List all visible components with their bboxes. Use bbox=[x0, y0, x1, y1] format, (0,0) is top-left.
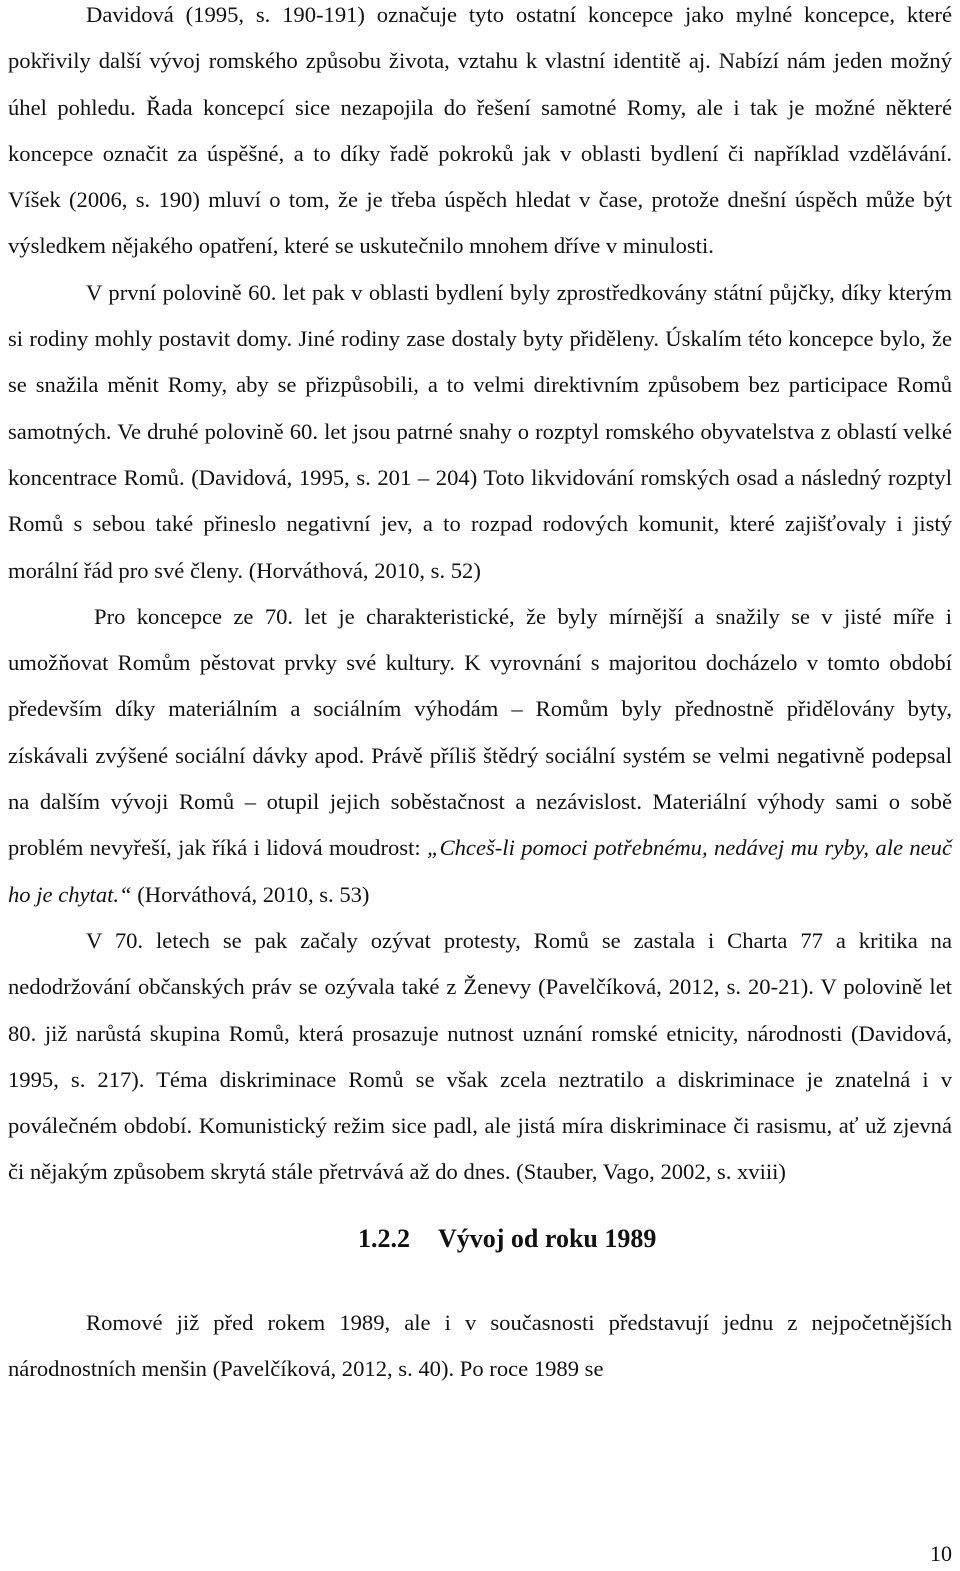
section-number: 1.2.2 bbox=[358, 1223, 410, 1253]
paragraph-3 bbox=[8, 594, 952, 918]
paragraph-3-citation: (Horváthová, 2010, s. 53) bbox=[131, 881, 370, 907]
paragraph-1: Davidová (1995, s. 190-191) označuje tyto ostatní koncepce jako mylné koncepce, které pokřivily další vývoj romského způsobu života, vztahu k vlastní identitě aj. Nabízí nám jeden možný úhel pohledu. Řada koncepcí sice nezapojila do řešení samotné Romy, ale i tak je možné některé koncepce označit za úspěšné, a to díky řadě pokroků jak v oblasti bydlení či například vzdělávání. Víšek (2006, s. 190) mluví o tom, že je třeba úspěch hledat v čase, protože dnešní úspěch může být výsledkem nějakého opatření, které se uskutečnilo mnohem dříve v minulosti. bbox=[8, 2, 952, 259]
section-heading bbox=[8, 1222, 952, 1300]
paragraph-4: V 70. letech se pak začaly ozývat protesty, Romů se zastala i Charta 77 a kritika na nedodržování občanských práv se ozývala také z Ženevy (Pavelčíková, 2012, s. 20-21). V polovině let 80. již narůstá skupina Romů, která prosazuje nutnost uznání romské etnicity, národnosti (Davidová, 1995, s. 217). Téma diskriminace Romů se však zcela neztratilo a diskriminace je znatelná i v poválečném období. Komunistický režim sice padl, ale jistá míra diskriminace či rasismu, ať už zjevná či nějakým způsobem skrytá stále přetrvává až do dnes. (Stauber, Vago, 2002, s. xviii) bbox=[8, 927, 952, 1185]
proverb-quote: „Chceš-li pomoci potřebnému, nedávej mu ryby, ale neuč ho je chytat.“ bbox=[8, 835, 953, 907]
paragraph-2: V první polovině 60. let pak v oblasti bydlení byly zprostředkovány státní půjčky, díky kterým si rodiny mohly postavit domy. Jiné rodiny zase dostaly byty přiděleny. Úskalím této koncepce bylo, že se snažila měnit Romy, aby se přizpůsobili, a to velmi direktivním způsobem bez participace Romů samotných. Ve druhé polovině 60. let jsou patrné snahy o rozptyl romského obyvatelstva z oblastí velké koncentrace Romů. (Davidová, 1995, s. 201 – 204) Toto likvidování romských osad a následný rozptyl Romů s sebou také přineslo negativní jev, a to rozpad rodových komunit, které zajišťovaly i jistý morální řád pro své členy. (Horváthová, 2010, s. 52) bbox=[8, 279, 952, 583]
paragraph-3-text: Pro koncepce ze 70. let je charakteristické, že byly mírnější a snažily se v jisté míře i umožňovat Romům pěstovat prvky své kultury. K vyrovnání s majoritou docházelo v tomto období především díky materiálním a sociálním výhodám – Romům byly přednostně přidělovány byty, získávali zvýšené sociální dávky apod. Právě příliš štědrý sociální systém se velmi negativně podepsal na dalším vývoji Romů – otupil jejich soběstačnost a nezávislost. Materiální výhody sami o sobě problém nevyřeší, jak říká i lidová moudrost: bbox=[8, 603, 952, 861]
paragraph-5: Romové již před rokem 1989, ale i v současnosti představují jednu z nejpočetnějších národnostních menšin (Pavelčíková, 2012, s. 40). Po roce 1989 se bbox=[8, 1309, 952, 1382]
document-page bbox=[8, 0, 952, 1392]
page-number: 10 bbox=[930, 1541, 952, 1566]
section-title: Vývoj od roku 1989 bbox=[438, 1223, 657, 1253]
